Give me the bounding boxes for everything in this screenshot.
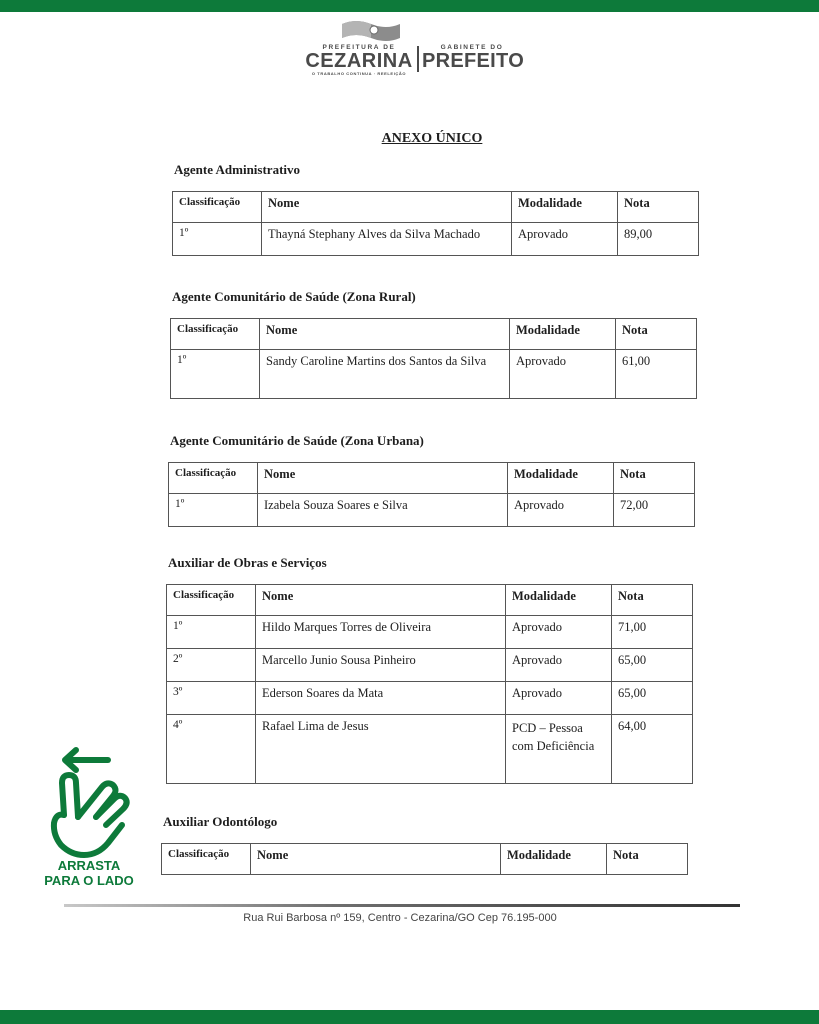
footer-divider xyxy=(64,904,740,907)
column-header: Nota xyxy=(616,319,697,350)
results-table xyxy=(161,843,688,875)
logo-right-big: PREFEITO xyxy=(422,50,525,72)
footer-address: Rua Rui Barbosa nº 159, Centro - Cezarina/GO Cep 76.195-000 xyxy=(243,912,557,924)
flag-icon xyxy=(340,18,402,42)
modality-cell: Aprovado xyxy=(510,350,616,399)
table-header-row xyxy=(162,844,688,875)
rank-cell: 3º xyxy=(167,682,256,715)
modality-cell: Aprovado xyxy=(506,682,612,715)
section-title: Auxiliar de Obras e Serviços xyxy=(168,555,327,570)
column-header: Nome xyxy=(251,844,501,875)
swipe-hint-text xyxy=(34,858,144,888)
modality-cell: Aprovado xyxy=(512,223,618,256)
column-header: Nome xyxy=(260,319,510,350)
results-table xyxy=(170,318,697,399)
column-header: Nota xyxy=(612,585,693,616)
column-header: Modalidade xyxy=(510,319,616,350)
rank-cell: 4º xyxy=(167,715,256,784)
results-table xyxy=(166,584,693,784)
logo-left-tagline: O TRABALHO CONTINUA · REELEIÇÃO xyxy=(311,71,407,76)
table-row xyxy=(169,494,695,527)
table-row xyxy=(167,682,693,715)
column-header: Nome xyxy=(262,192,512,223)
section-acs-zona-urbana xyxy=(168,433,695,527)
table-header-row xyxy=(171,319,697,350)
logo-prefeitura xyxy=(304,44,414,76)
table-header-row xyxy=(173,192,699,223)
logo-left-small: PREFEITURA DE xyxy=(322,44,396,51)
logo-gabinete xyxy=(422,44,525,72)
table-header-row xyxy=(167,585,693,616)
table-row xyxy=(173,223,699,256)
name-cell: Ederson Soares da Mata xyxy=(256,682,506,715)
rank-cell: 2º xyxy=(167,649,256,682)
rank-cell: 1º xyxy=(173,223,262,256)
logo-right-small: GABINETE DO xyxy=(440,44,504,51)
results-table xyxy=(168,462,695,527)
section-title: Agente Comunitário de Saúde (Zona Urbana) xyxy=(170,433,424,448)
score-cell: 61,00 xyxy=(616,350,697,399)
table-row xyxy=(167,715,693,784)
bottom-green-bar xyxy=(0,1010,819,1024)
column-header: Classificação xyxy=(162,844,251,875)
logo-left-big: CEZARINA xyxy=(305,50,413,72)
column-header: Nota xyxy=(614,463,695,494)
score-cell: 71,00 xyxy=(612,616,693,649)
column-header: Nome xyxy=(258,463,508,494)
rank-cell: 1º xyxy=(167,616,256,649)
section-title: Agente Administrativo xyxy=(174,162,301,177)
section-title: Auxiliar Odontólogo xyxy=(163,814,278,829)
score-cell: 64,00 xyxy=(612,715,693,784)
rank-cell: 1º xyxy=(169,494,258,527)
table-row xyxy=(167,616,693,649)
column-header: Modalidade xyxy=(506,585,612,616)
name-cell: Sandy Caroline Martins dos Santos da Silva xyxy=(260,350,510,399)
modality-cell: PCD – Pessoa com Deficiência xyxy=(506,715,612,784)
section-title: Agente Comunitário de Saúde (Zona Rural) xyxy=(172,289,416,304)
column-header: Modalidade xyxy=(501,844,607,875)
score-cell: 72,00 xyxy=(614,494,695,527)
modality-cell: Aprovado xyxy=(506,616,612,649)
section-auxiliar-obras-servicos xyxy=(166,555,693,784)
top-green-bar xyxy=(0,0,819,12)
name-cell: Marcello Junio Sousa Pinheiro xyxy=(256,649,506,682)
section-agente-administrativo xyxy=(172,162,699,256)
document-title: ANEXO ÚNICO xyxy=(381,131,483,146)
table-row xyxy=(167,649,693,682)
column-header: Classificação xyxy=(171,319,260,350)
column-header: Classificação xyxy=(173,192,262,223)
swipe-hint-line1: ARRASTA xyxy=(57,858,121,873)
column-header: Classificação xyxy=(167,585,256,616)
column-header: Nota xyxy=(607,844,688,875)
modality-cell: Aprovado xyxy=(506,649,612,682)
swipe-hint-line2: PARA O LADO xyxy=(44,873,134,888)
results-table xyxy=(172,191,699,256)
column-header: Modalidade xyxy=(508,463,614,494)
column-header: Classificação xyxy=(169,463,258,494)
name-cell: Thayná Stephany Alves da Silva Machado xyxy=(262,223,512,256)
section-auxiliar-odontologo xyxy=(161,814,688,875)
column-header: Nota xyxy=(618,192,699,223)
name-cell: Izabela Souza Soares e Silva xyxy=(258,494,508,527)
column-header: Modalidade xyxy=(512,192,618,223)
score-cell: 65,00 xyxy=(612,682,693,715)
rank-cell: 1º xyxy=(171,350,260,399)
name-cell: Hildo Marques Torres de Oliveira xyxy=(256,616,506,649)
logo-divider xyxy=(417,46,419,72)
header-logo xyxy=(0,16,819,76)
table-header-row xyxy=(169,463,695,494)
section-acs-zona-rural xyxy=(170,289,697,399)
score-cell: 65,00 xyxy=(612,649,693,682)
column-header: Nome xyxy=(256,585,506,616)
score-cell: 89,00 xyxy=(618,223,699,256)
name-cell: Rafael Lima de Jesus xyxy=(256,715,506,784)
table-row xyxy=(171,350,697,399)
modality-cell: Aprovado xyxy=(508,494,614,527)
